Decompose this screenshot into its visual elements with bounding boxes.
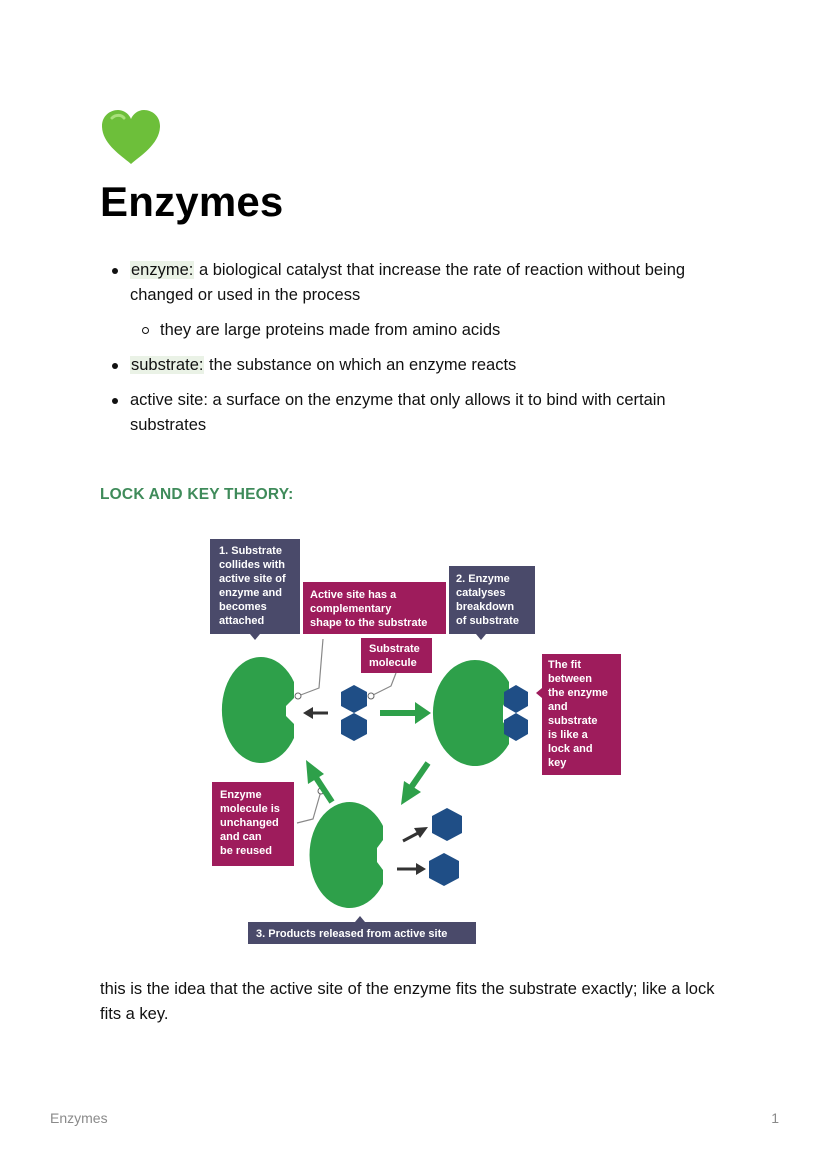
arrow-left-icon bbox=[303, 707, 328, 719]
definition-text: a biological catalyst that increase the rate of reaction without being changed or used in the process bbox=[130, 261, 686, 304]
lock-and-key-diagram bbox=[195, 536, 635, 951]
substrate-line: Substrate bbox=[369, 643, 420, 655]
substrate-molecule bbox=[341, 685, 367, 741]
definition-text: the substance on which an enzyme reacts bbox=[204, 356, 517, 374]
active-site-line: shape to the substrate bbox=[310, 617, 428, 629]
substrate-line: molecule bbox=[369, 657, 417, 669]
product-molecule bbox=[429, 853, 459, 886]
arrow-up-icon bbox=[306, 760, 332, 802]
page-title: Enzymes bbox=[100, 178, 284, 225]
list-item bbox=[100, 258, 720, 308]
step1-line: attached bbox=[219, 615, 265, 627]
enzyme-left bbox=[222, 657, 294, 763]
fit-line: key bbox=[548, 757, 567, 769]
unchanged-line: and can bbox=[220, 831, 262, 843]
step2-line: 2. Enzyme bbox=[456, 573, 510, 585]
fit-line: substrate bbox=[548, 715, 598, 727]
step2-line: breakdown bbox=[456, 601, 515, 613]
step1-line: collides with bbox=[219, 559, 286, 571]
page-number: 1 bbox=[771, 1110, 779, 1126]
product-molecule bbox=[432, 808, 462, 841]
enzyme-right bbox=[433, 660, 509, 766]
list-item bbox=[100, 353, 720, 378]
step1-callout bbox=[210, 539, 300, 640]
step2-line: catalyses bbox=[456, 587, 506, 599]
step2-line: of substrate bbox=[456, 615, 519, 627]
step1-line: 1. Substrate bbox=[219, 545, 282, 557]
section-heading: LOCK AND KEY THEORY: bbox=[100, 486, 294, 503]
fit-line: lock and bbox=[548, 743, 593, 755]
list-item bbox=[100, 388, 720, 438]
hollow-bullet-icon bbox=[142, 327, 149, 334]
footer-title: Enzymes bbox=[50, 1110, 108, 1126]
active-site-line: complementary bbox=[310, 603, 392, 615]
step2-callout bbox=[449, 566, 535, 640]
step1-line: active site of bbox=[219, 573, 286, 585]
term-enzyme: enzyme: bbox=[131, 261, 194, 279]
step3-label: 3. Products released from active site bbox=[256, 928, 448, 940]
list-item bbox=[100, 318, 720, 343]
term-substrate: substrate: bbox=[131, 356, 204, 374]
step1-line: enzyme and bbox=[219, 587, 282, 599]
fit-line: and bbox=[548, 701, 568, 713]
unchanged-line: be reused bbox=[220, 845, 272, 857]
unchanged-line: unchanged bbox=[220, 817, 279, 829]
green-heart-icon bbox=[100, 108, 162, 166]
definition-list bbox=[100, 258, 720, 438]
fit-line: is like a bbox=[548, 729, 588, 741]
definition-text: a surface on the enzyme that only allows it to bind with certain substrates bbox=[130, 391, 666, 434]
active-site-line: Active site has a bbox=[310, 589, 397, 601]
unchanged-callout bbox=[212, 782, 294, 866]
bullet-icon bbox=[112, 268, 118, 274]
arrow-right-icon bbox=[380, 702, 431, 724]
substrate-callout bbox=[361, 638, 432, 673]
product-arrow-icon bbox=[397, 863, 426, 875]
fit-line: between bbox=[548, 673, 593, 685]
active-site-callout bbox=[303, 582, 446, 634]
bound-substrate bbox=[504, 685, 528, 741]
bullet-icon bbox=[112, 363, 118, 369]
term-active-site: active site: bbox=[130, 391, 208, 409]
explanation-paragraph: this is the idea that the active site of the enzyme fits the substrate exactly; like a lock fits a key. bbox=[100, 980, 715, 1023]
fit-line: The fit bbox=[548, 659, 581, 671]
fit-callout bbox=[536, 654, 621, 775]
product-arrow-icon bbox=[403, 827, 428, 841]
step3-callout bbox=[248, 916, 476, 944]
leader-dot bbox=[295, 693, 301, 699]
arrow-down-icon bbox=[401, 763, 428, 805]
sub-definition-text: they are large proteins made from amino acids bbox=[160, 321, 501, 339]
unchanged-line: molecule is bbox=[220, 803, 280, 815]
enzyme-bottom bbox=[310, 802, 383, 908]
leader-dot bbox=[368, 693, 374, 699]
unchanged-line: Enzyme bbox=[220, 789, 262, 801]
fit-line: the enzyme bbox=[548, 687, 608, 699]
step1-line: becomes bbox=[219, 601, 267, 613]
bullet-icon bbox=[112, 398, 118, 404]
